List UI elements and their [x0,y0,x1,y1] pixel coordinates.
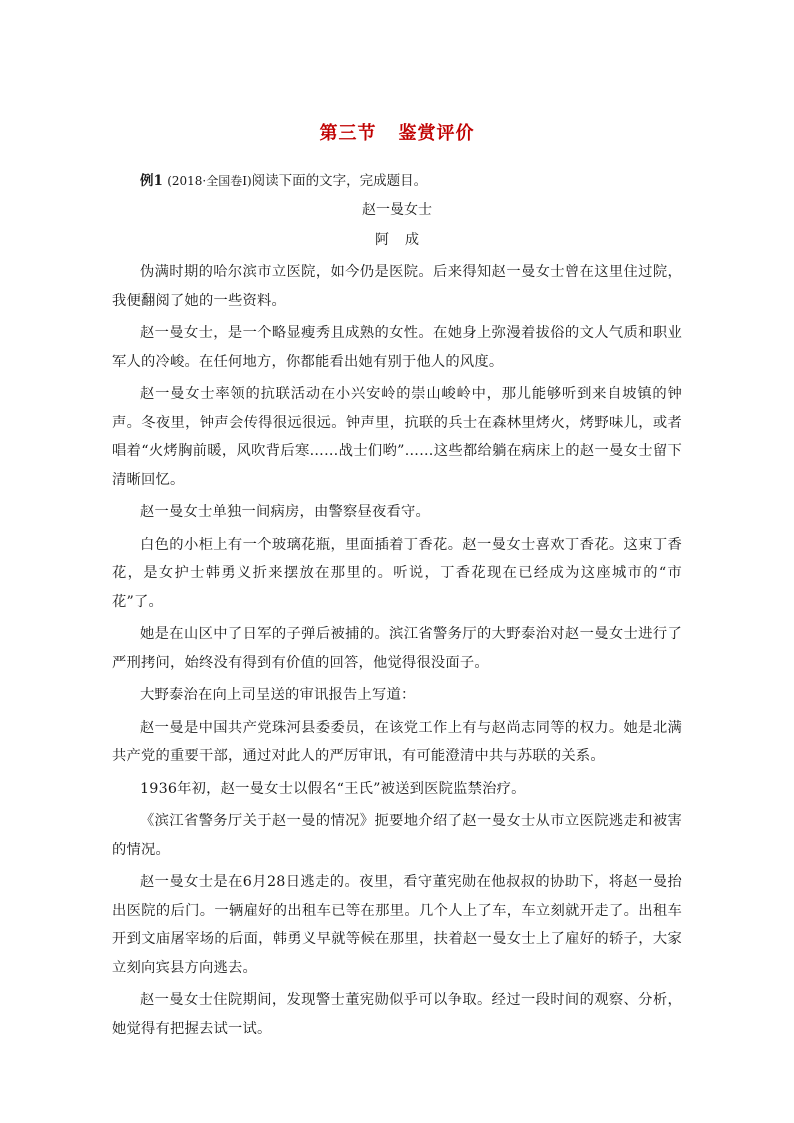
example-source: (2018·全国卷Ⅰ) [167,174,252,188]
section-name: 鉴赏评价 [398,123,475,144]
example-label: 例1 [140,173,163,189]
author-char-2: 成 [405,232,419,248]
example-prompt [112,170,682,192]
paragraph: 她是在山区中了日军的子弹后被捕的。滨江省警务厅的大野泰治对赵一曼女士进行了严刑拷问，始终没有得到有价值的回答，他觉得很没面子。 [112,626,682,671]
author-char-1: 阿 [375,232,389,248]
section-title [112,118,682,150]
paragraph: 赵一曼女士单独一间病房，由警察昼夜看守。 [140,504,430,520]
paragraph: 1936年初，赵一曼女士以假名“王氏”被送到医院监禁治疗。 [140,780,526,797]
paragraph: 《滨江省警务厅关于赵一曼的情况》扼要地介绍了赵一曼女士从市立医院逃走和被害的情况。 [112,813,682,858]
section-number: 第三节 [319,123,377,144]
article-title: 赵一曼女士 [362,202,432,218]
paragraph: 赵一曼是中国共产党珠河县委委员，在该党工作上有与赵尚志同等的权力。她是北满共产党的重要干部，通过对此人的严厉审讯，有可能澄清中共与苏联的关系。 [112,719,682,764]
paragraph: 赵一曼女士，是一个略显瘦秀且成熟的女性。在她身上弥漫着拔俗的文人气质和职业军人的冷峻。在任何地方，你都能看出她有别于他人的风度。 [112,325,682,370]
article-author [112,228,682,252]
document-page [112,118,682,1047]
paragraph: 赵一曼女士是在6月28日逃走的。夜里，看守董宪勋在他叔叔的协助下，将赵一曼抬出医院的后门。一辆雇好的出租车已等在那里。几个人上了车，车立刻就开走了。出租车开到文庙屠宰场的后面，韩勇义早就等候在那里，扶着赵一曼女士上了雇好的轿子，大家立刻向宾县方向逃去。 [112,874,682,976]
paragraph: 赵一曼女士住院期间，发现警士董宪勋似乎可以争取。经过一段时间的观察、分析，她觉得有把握去试一试。 [112,992,682,1037]
paragraph: 白色的小柜上有一个玻璃花瓶，里面插着丁香花。赵一曼女士喜欢丁香花。这束丁香花，是女护士韩勇义折来摆放在那里的。听说，丁香花现在已经成为这座城市的“市花”了。 [112,536,682,610]
paragraph: 大野泰治在向上司呈送的审讯报告上写道： [140,687,416,703]
example-instruction: 阅读下面的文字，完成题目。 [251,173,428,189]
paragraph: 赵一曼女士率领的抗联活动在小兴安岭的崇山峻岭中，那儿能够听到来自坡镇的钟声。冬夜里，钟声会传得很远很远。钟声里，抗联的兵士在森林里烤火，烤野味儿，或者唱着“火烤胸前暖，风吹背后寒……战士们哟”……这些都给躺在病床上的赵一曼女士留下清晰回忆。 [112,386,682,488]
paragraph: 伪满时期的哈尔滨市立医院，如今仍是医院。后来得知赵一曼女士曾在这里住过院，我便翻阅了她的一些资料。 [112,264,682,309]
